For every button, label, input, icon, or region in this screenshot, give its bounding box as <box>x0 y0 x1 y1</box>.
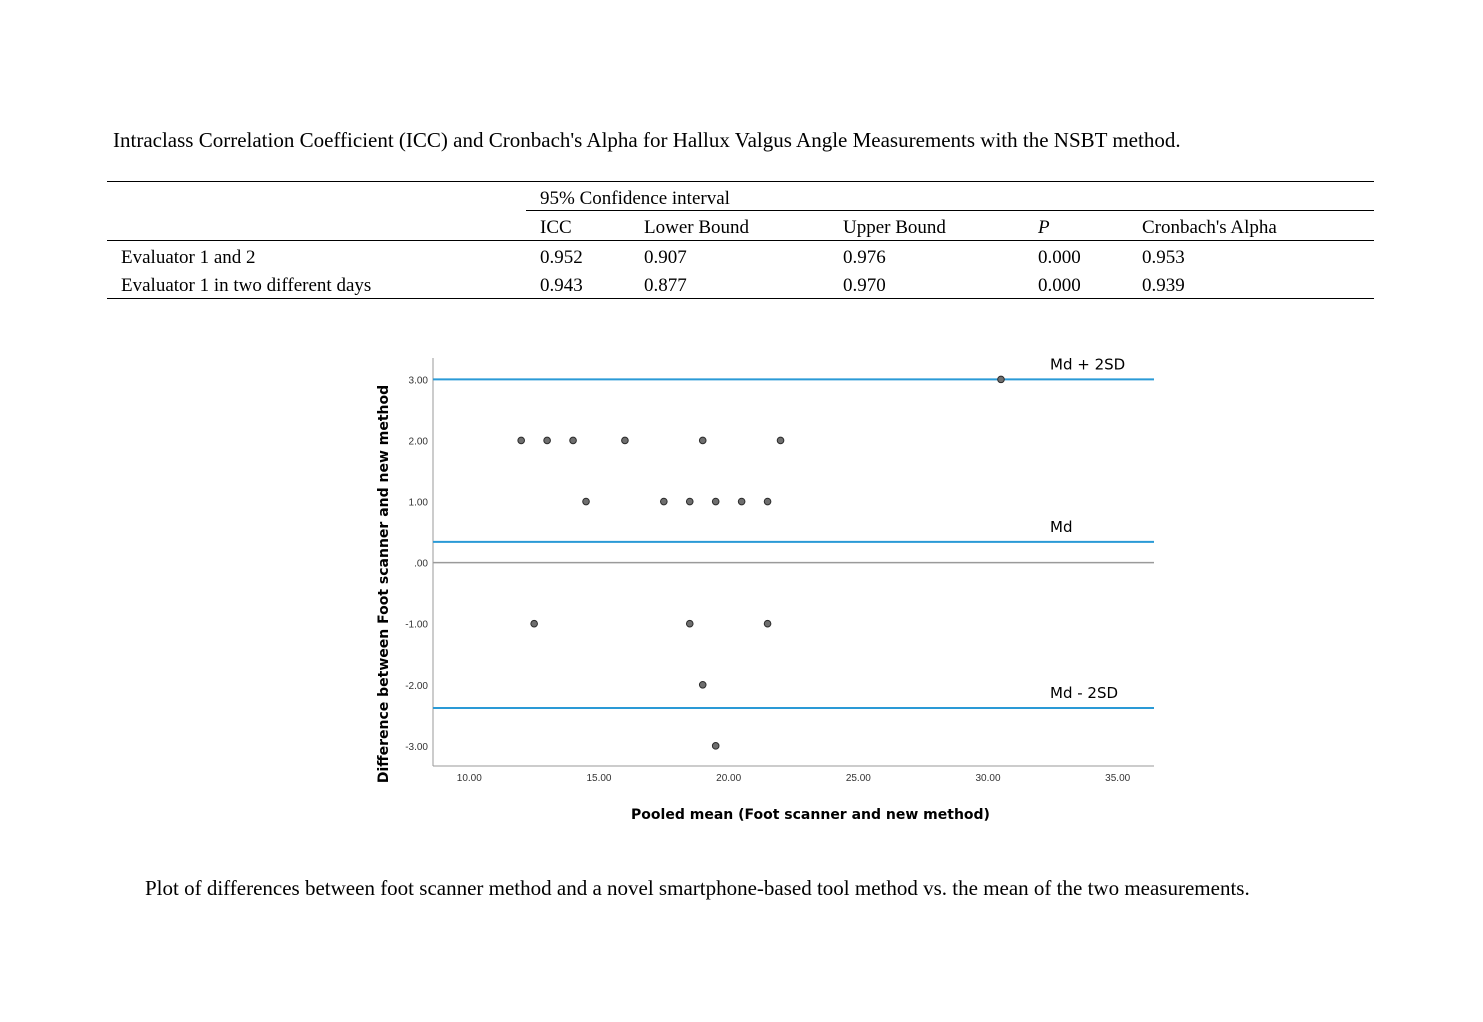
y-tick-label: -3.00 <box>405 741 428 753</box>
reference-line-label: Md - 2SD <box>1050 683 1119 702</box>
x-tick-label: 25.00 <box>845 773 871 784</box>
y-tick-label: 2.00 <box>408 436 428 448</box>
x-tick-label: 15.00 <box>586 773 612 784</box>
table-caption: Intraclass Correlation Coefficient (ICC) and Cronbach's Alpha for Hallux Valgus Angle Measurements with the NSBT method. <box>113 128 1181 152</box>
table-cell-p: 0.000 <box>1038 275 1081 296</box>
table-cell-p: 0.000 <box>1038 247 1081 268</box>
x-tick-label: 10.00 <box>456 773 482 784</box>
column-header-cronbachs-alpha: Cronbach's Alpha <box>1142 217 1277 238</box>
table-cell-upper-bound: 0.970 <box>843 275 886 296</box>
data-point <box>686 498 693 505</box>
data-point <box>661 498 668 505</box>
table-cell-lower-bound: 0.877 <box>644 275 687 296</box>
data-point <box>699 681 706 688</box>
data-point <box>998 376 1005 383</box>
x-tick-label: 20.00 <box>716 773 742 784</box>
data-point <box>622 437 629 444</box>
column-header-icc: ICC <box>540 217 572 238</box>
confidence-interval-group-header: 95% Confidence interval <box>540 188 730 209</box>
table-cell-icc: 0.952 <box>540 247 583 268</box>
table-cell-upper-bound: 0.976 <box>843 247 886 268</box>
data-point <box>712 743 719 750</box>
figure-caption: Plot of differences between foot scanner method and a novel smartphone-based tool method vs. the mean of the two measurements. <box>145 876 1250 900</box>
row-label: Evaluator 1 in two different days <box>121 275 372 296</box>
y-tick-label: -2.00 <box>405 680 428 692</box>
data-point <box>738 498 745 505</box>
data-point <box>777 437 784 444</box>
table-cell-lower-bound: 0.907 <box>644 247 687 268</box>
data-point <box>712 498 719 505</box>
data-point <box>699 437 706 444</box>
row-label: Evaluator 1 and 2 <box>121 247 256 268</box>
table-cell-cronbachs-alpha: 0.939 <box>1142 275 1185 296</box>
column-header-p: P <box>1038 217 1050 238</box>
y-tick-label: .00 <box>414 558 428 570</box>
column-header-lower-bound: Lower Bound <box>644 217 750 238</box>
reference-line-label: Md + 2SD <box>1050 355 1126 374</box>
y-tick-label: 1.00 <box>408 497 428 509</box>
y-axis-title: Difference between Foot scanner and new method <box>376 384 392 784</box>
data-point <box>518 437 525 444</box>
table-cell-icc: 0.943 <box>540 275 583 296</box>
table-cell-cronbachs-alpha: 0.953 <box>1142 247 1185 268</box>
data-point <box>531 620 538 627</box>
data-point <box>583 498 590 505</box>
data-point <box>544 437 551 444</box>
data-point <box>764 620 771 627</box>
x-tick-label: 30.00 <box>975 773 1001 784</box>
data-point <box>764 498 771 505</box>
x-axis-title: Pooled mean (Foot scanner and new method) <box>631 807 990 823</box>
column-header-upper-bound: Upper Bound <box>843 217 946 238</box>
reference-line-label: Md <box>1050 517 1073 536</box>
y-tick-label: 3.00 <box>408 375 428 387</box>
data-point <box>570 437 577 444</box>
data-point <box>686 620 693 627</box>
x-tick-label: 35.00 <box>1105 773 1131 784</box>
y-tick-label: -1.00 <box>405 619 428 631</box>
